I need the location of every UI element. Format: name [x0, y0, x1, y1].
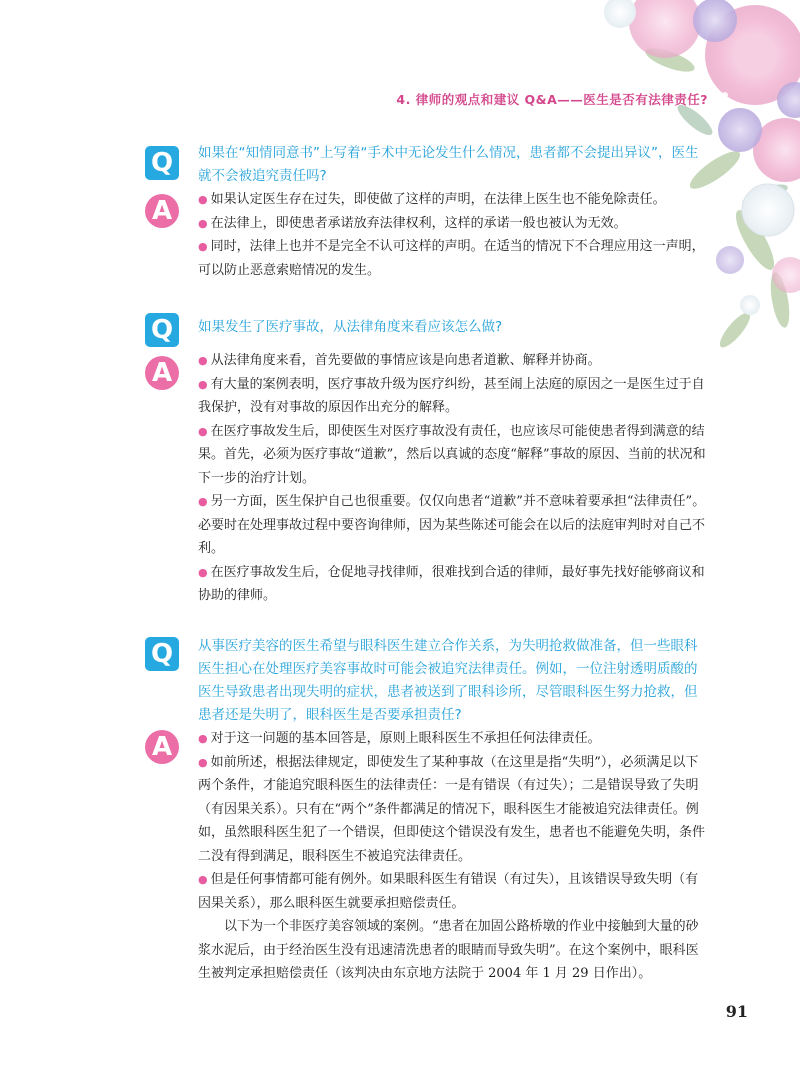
- bullet-icon: ●: [198, 873, 208, 886]
- answer-list: [198, 349, 710, 608]
- question-text: 如果发生了医疗事故，从法律角度来看应该怎么做?: [198, 319, 503, 335]
- answer-badge: A: [145, 730, 179, 764]
- page-number: 91: [725, 1002, 748, 1021]
- answer-item: ● 如前所述，根据法律规定，即使发生了某种事故（在这里是指“失明”），必须满足以下两个条件，才能追究眼科医生的法律责任：一是有错误（有过失）；二是错误导致了失明（有因果关系）。只有在“两个”条件都满足的情况下，眼科医生才能被追究法律责任。例如，虽然眼科医生犯了一个错误，但即使这个错误没有发生，患者也不能避免失明，条件二没有得到满足，眼科医生不被追究法律责任。: [198, 754, 706, 864]
- case-paragraph: 以下为一个非医疗美容领域的案例。“患者在加固公路桥墩的作业中接触到大量的砂浆水泥后，由于经治医生没有迅速清洗患者的眼睛而导致失明”。在这个案例中，眼科医生被判定承担赔偿责任（该判决由东京地方法院于 2004 年 1 月 29 日作出）。: [198, 919, 699, 981]
- question-text: 如果在“知情同意书”上写着“手术中无论发生什么情况，患者都不会提出异议”，医生就不会被追究责任吗?: [198, 145, 699, 184]
- question-badge: Q: [145, 146, 179, 180]
- question-text: 从事医疗美容的医生希望与眼科医生建立合作关系，为失明抢救做准备，但一些眼科医生担心在处理医疗美容事故时可能会被追究法律责任。例如，一位注射透明质酸的医生导致患者出现失明的症状，患者被送到了眼科诊所，尽管眼科医生努力抢救，但患者还是失明了，眼科医生是否要承担责任?: [198, 638, 698, 723]
- answer-badge: A: [145, 194, 179, 228]
- qa-item: [150, 316, 710, 608]
- answer-badge: A: [145, 356, 179, 390]
- answer-item: ● 如果认定医生存在过失，即使做了这样的声明，在法律上医生也不能免除责任。: [198, 192, 666, 207]
- question-badge: Q: [145, 313, 179, 347]
- question-badge: Q: [145, 637, 179, 671]
- answer-list: [198, 188, 710, 282]
- answer-item: ● 同时，法律上也并不是完全不认可这样的声明。在适当的情况下不合理应用这一声明，可以防止恶意索赔情况的发生。: [198, 239, 705, 278]
- bullet-icon: ●: [198, 565, 208, 579]
- answer-item: ● 在医疗事故发生后，即使医生对医疗事故没有责任，也应该尽可能使患者得到满意的结果。首先，必须为医疗事故“道歉”，然后以真诚的态度“解释”事故的原因、当前的状况和下一步的治疗计划。: [198, 423, 706, 486]
- bullet-icon: ●: [198, 377, 208, 391]
- answer-item: ● 另一方面，医生保护自己也很重要。仅仅向患者“道歉”并不意味着要承担“法律责任”。必要时在处理事故过程中要咨询律师，因为某些陈述可能会在以后的法庭审判时对自己不利。: [198, 494, 706, 556]
- answer-item: ● 从法律角度来看，首先要做的事情应该是向患者道歉、解释并协商。: [198, 353, 601, 368]
- bullet-icon: ●: [198, 424, 208, 438]
- bullet-icon: ●: [198, 354, 208, 367]
- bullet-icon: ●: [198, 755, 208, 769]
- bullet-icon: ●: [198, 732, 208, 745]
- answer-item: ● 但是任何事情都可能有例外。如果眼科医生有错误（有过失），且该错误导致失明（有因果关系），那么眼科医生就要承担赔偿责任。: [198, 872, 699, 911]
- answer-item: ● 对于这一问题的基本回答是，原则上眼科医生不承担任何法律责任。: [198, 731, 601, 746]
- bullet-icon: ●: [198, 240, 208, 253]
- section-header: 4. 律师的观点和建议 Q&A——医生是否有法律责任?: [396, 92, 708, 107]
- bullet-icon: ●: [198, 495, 208, 508]
- qa-item: [150, 635, 710, 986]
- answer-list: [198, 727, 710, 986]
- answer-item: ● 在法律上，即使患者承诺放弃法律权利，这样的承诺一般也被认为无效。: [198, 215, 627, 231]
- answer-item: ● 在医疗事故发生后，仓促地寻找律师，很难找到合适的律师，最好事先找好能够商议和协助的律师。: [198, 564, 705, 603]
- bullet-icon: ●: [198, 216, 208, 230]
- qa-item: [150, 142, 710, 282]
- answer-item: ● 有大量的案例表明，医疗事故升级为医疗纠纷，甚至闹上法庭的原因之一是医生过于自我保护，没有对事故的原因作出充分的解释。: [198, 376, 705, 415]
- bullet-icon: ●: [198, 193, 208, 206]
